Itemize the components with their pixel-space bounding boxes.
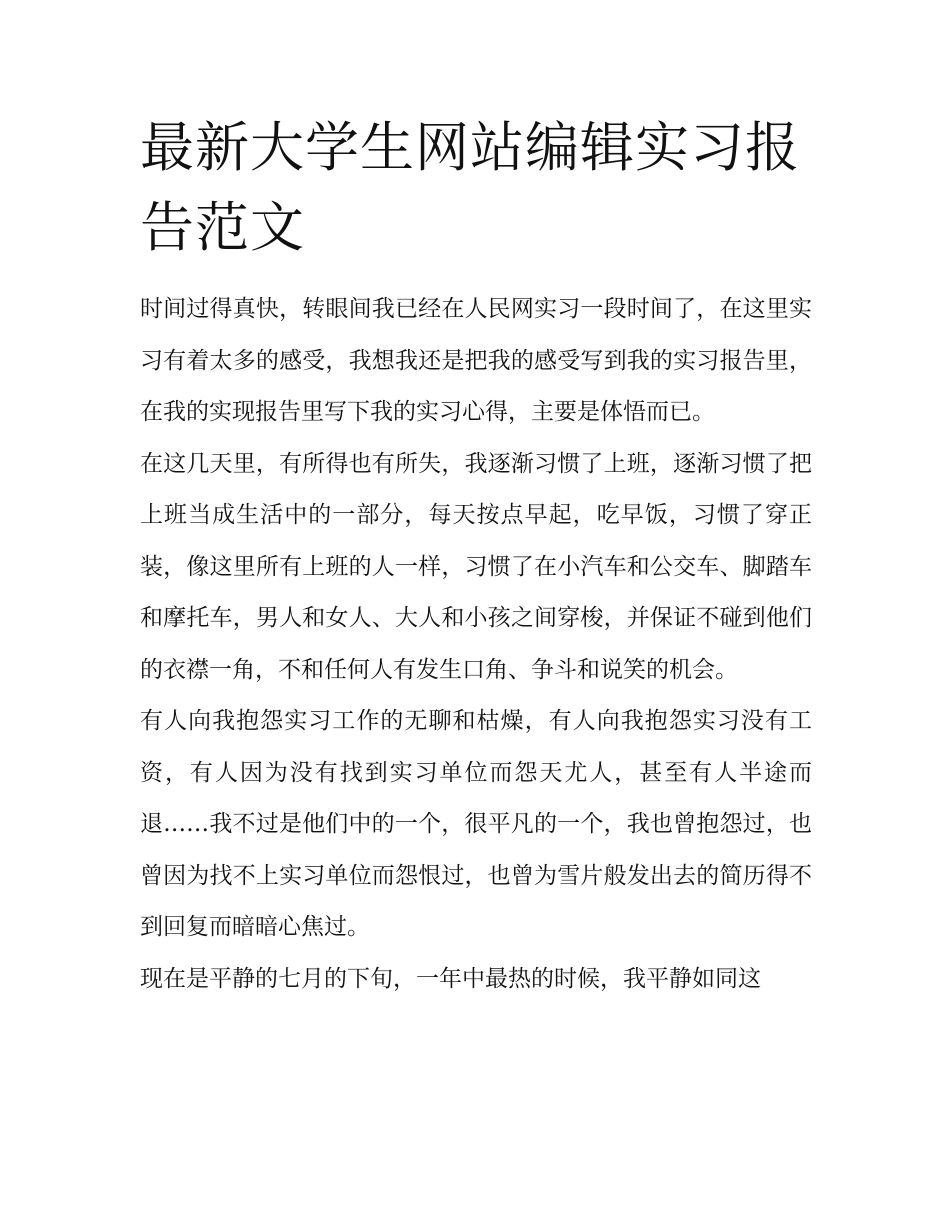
document-title: 最新大学生网站编辑实习报告范文	[140, 116, 800, 259]
paragraph-4: 现在是平静的七月的下旬，一年中最热的时候，我平静如同这	[140, 965, 761, 992]
document-body	[140, 108, 812, 1005]
paragraph-3: 有人向我抱怨实习工作的无聊和枯燥，有人向我抱怨实习没有工资，有人因为没有找到实习单位而怨天尤人，甚至有人半途而退……我不过是他们中的一个，很平凡的一个，我也曾抱怨过，也曾因为找不上实习单位而怨恨过，也曾为雪片般发出去的简历得不到回复而暗暗心焦过。	[140, 708, 812, 940]
paragraph-2: 在这几天里，有所得也有所失，我逐渐习惯了上班，逐渐习惯了把上班当成生活中的一部分，每天按点早起，吃早饭，习惯了穿正装，像这里所有上班的人一样，习惯了在小汽车和公交车、脚踏车和摩托车，男人和女人、大人和小孩之间穿梭，并保证不碰到他们的衣襟一角，不和任何人有发生口角、争斗和说笑的机会。	[140, 450, 812, 683]
paragraph-1: 时间过得真快，转眼间我已经在人民网实习一段时间了，在这里实习有着太多的感受，我想我还是把我的感受写到我的实习报告里，在我的实现报告里写下我的实习心得，主要是体悟而已。	[140, 296, 812, 425]
title-block	[140, 108, 812, 268]
